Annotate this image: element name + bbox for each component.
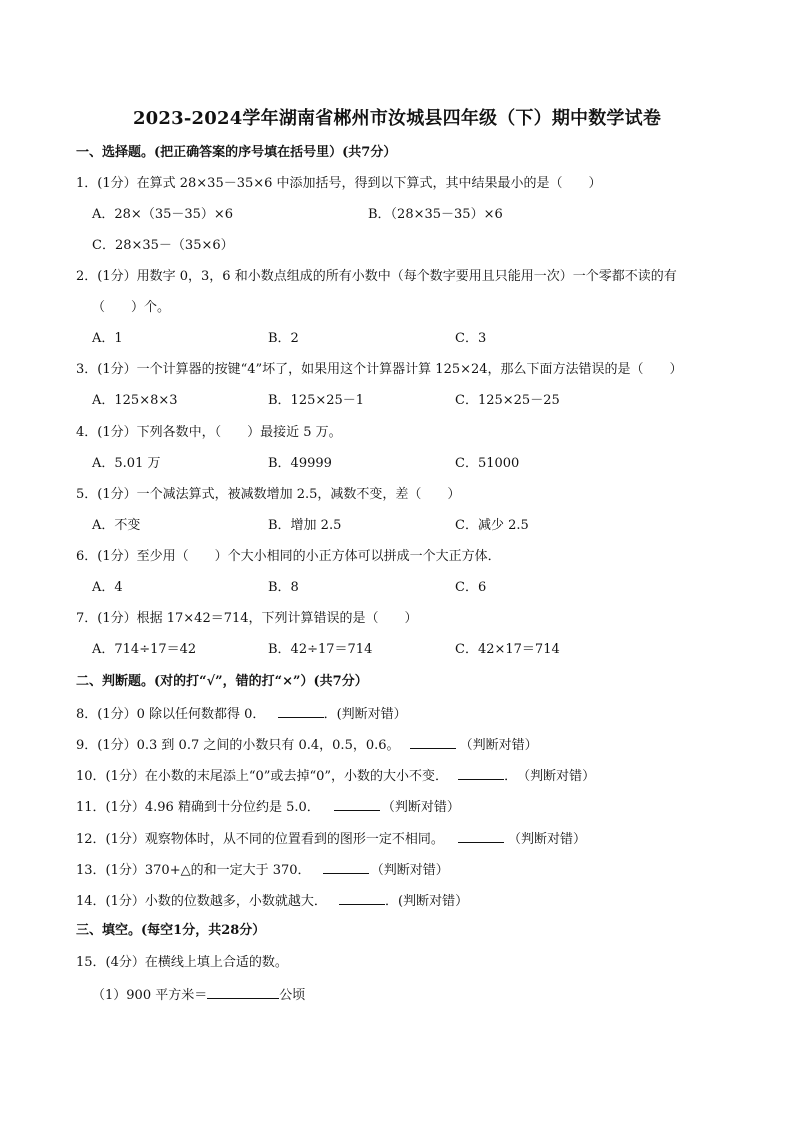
question-2-stem-cont: （ ）个。 (92, 300, 171, 315)
question-1-option-c: C．28×35－（35×6） (92, 238, 234, 253)
question-15-sub-1-text: （1）900 平方米＝ (92, 988, 208, 1003)
question-9-suffix: （判断对错） (459, 738, 538, 753)
question-2-option-c: C．3 (455, 331, 487, 346)
question-7-option-c: C．42×17＝714 (455, 642, 560, 657)
question-2-stem: 2．(1分）用数字 0，3，6 和小数点组成的所有小数中（每个数字要用且只能用一次）一个零都不读的有 (76, 269, 677, 284)
question-3-option-c: C．125×25－25 (455, 393, 560, 408)
question-15-stem: 15．(4分）在横线上填上合适的数。 (76, 955, 288, 970)
question-1-option-b: B．（28×35－35）×6 (368, 207, 503, 222)
question-10-text: 10．(1分）在小数的末尾添上“0”或去掉“0”，小数的大小不变． (76, 769, 449, 784)
question-2-option-a: A．1 (92, 331, 123, 346)
question-10 (76, 767, 595, 785)
question-9-text: 9．(1分）0.3 到 0.7 之间的小数只有 0.4，0.5，0.6。 (76, 738, 400, 753)
question-6-stem: 6．(1分）至少用（ ）个大小相同的小正方体可以拼成一个大正方体． (76, 549, 501, 564)
question-5-option-a: A．不变 (92, 518, 141, 533)
question-3-stem: 3．(1分）一个计算器的按键“4”坏了，如果用这个计算器计算 125×24，那么下面方法错误的是（ ） (76, 362, 683, 377)
answer-blank[interactable] (323, 861, 369, 874)
question-13-suffix: （判断对错） (370, 863, 449, 878)
question-14-text: 14．(1分）小数的位数越多，小数就越大． (76, 894, 327, 909)
question-14 (76, 892, 468, 910)
question-2-option-b: B．2 (268, 331, 299, 346)
question-4-option-c: C．51000 (455, 456, 520, 471)
question-6-option-c: C．6 (455, 580, 487, 595)
question-6-option-a: A．4 (92, 580, 123, 595)
section-heading-fill-in: 三、填空。(每空1分，共28分） (76, 923, 266, 938)
question-5-stem: 5．(1分）一个减法算式，被减数增加 2.5，减数不变，差（ ） (76, 487, 461, 502)
question-11-suffix: （判断对错） (381, 800, 460, 815)
section-heading-choice: 一、选择题。(把正确答案的序号填在括号里）(共7分） (76, 145, 397, 160)
answer-blank[interactable] (458, 830, 504, 843)
question-13 (76, 861, 449, 879)
answer-blank[interactable] (278, 705, 324, 718)
question-3-option-b: B．125×25－1 (268, 393, 365, 408)
question-9 (76, 736, 538, 754)
answer-blank[interactable] (410, 736, 456, 749)
answer-blank[interactable] (334, 798, 380, 811)
question-1-option-a: A．28×（35－35）×6 (92, 207, 234, 222)
question-4-stem: 4．(1分）下列各数中，（ ）最接近 5 万。 (76, 425, 342, 440)
question-7-stem: 7．(1分）根据 17×42＝714，下列计算错误的是（ ） (76, 611, 418, 626)
question-7-option-a: A．714÷17＝42 (92, 642, 197, 657)
question-14-suffix: ．(判断对错） (385, 894, 469, 909)
question-8-suffix: ．(判断对错） (323, 707, 407, 722)
question-15-sub-1 (92, 986, 305, 1004)
answer-blank[interactable] (207, 986, 279, 999)
question-5-option-b: B．增加 2.5 (268, 518, 342, 533)
question-13-text: 13．(1分）370+△的和一定大于 370． (76, 863, 311, 878)
question-11 (76, 798, 460, 816)
question-15-sub-1-unit: 公顷 (279, 988, 306, 1003)
question-8-text: 8．(1分）0 除以任何数都得 0． (76, 707, 266, 722)
question-12-suffix: （判断对错） (508, 832, 587, 847)
question-8 (76, 705, 407, 723)
section-heading-judgement: 二、判断题。(对的打“√”，错的打“×”）(共7分） (76, 674, 368, 689)
page-title: 2023-2024学年湖南省郴州市汝城县四年级（下）期中数学试卷 (132, 108, 662, 129)
question-12 (76, 830, 586, 848)
answer-blank[interactable] (458, 767, 504, 780)
question-12-text: 12．(1分）观察物体时，从不同的位置看到的图形一定不相同。 (76, 832, 444, 847)
question-3-option-a: A．125×8×3 (92, 393, 178, 408)
question-6-option-b: B．8 (268, 580, 299, 595)
question-11-text: 11．(1分）4.96 精确到十分位约是 5.0． (76, 800, 320, 815)
question-4-option-b: B．49999 (268, 456, 332, 471)
question-7-option-b: B．42÷17＝714 (268, 642, 373, 657)
answer-blank[interactable] (339, 892, 385, 905)
question-4-option-a: A．5.01 万 (92, 456, 161, 471)
question-10-suffix: ． （判断对错） (504, 769, 596, 784)
question-5-option-c: C．减少 2.5 (455, 518, 529, 533)
question-1-stem: 1．(1分）在算式 28×35－35×6 中添加括号，得到以下算式，其中结果最小的是（ ） (76, 176, 602, 191)
